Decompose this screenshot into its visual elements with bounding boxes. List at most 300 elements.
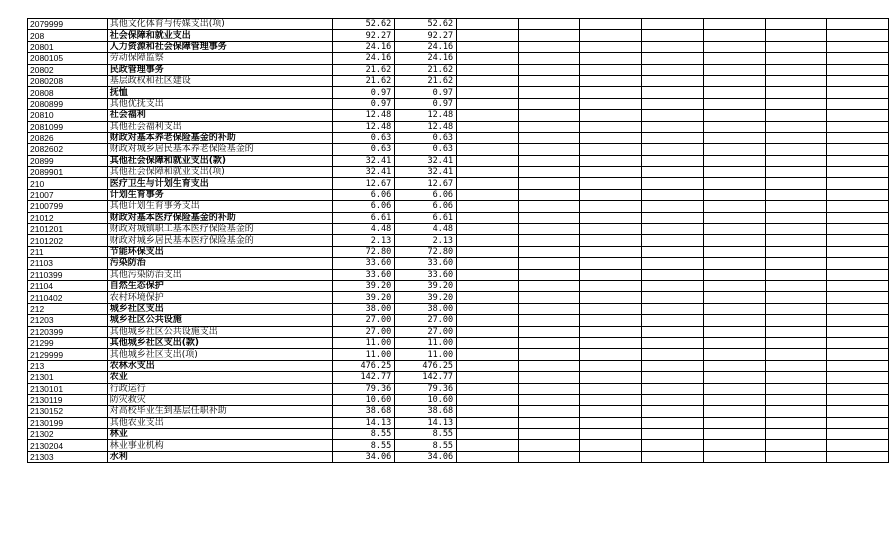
code-cell[interactable]: 2082602 [28,144,108,155]
empty-cell[interactable] [765,417,827,428]
empty-cell[interactable] [827,417,889,428]
empty-cell[interactable] [703,246,765,257]
name-cell[interactable]: 医疗卫生与计划生育支出 [107,178,333,189]
empty-cell[interactable] [518,155,580,166]
amount-total-cell[interactable]: 24.16 [395,53,457,64]
empty-cell[interactable] [580,189,642,200]
name-cell[interactable]: 农村环境保护 [107,292,333,303]
empty-cell[interactable] [703,110,765,121]
code-cell[interactable]: 20899 [28,155,108,166]
empty-cell[interactable] [642,406,704,417]
empty-cell[interactable] [518,337,580,348]
amount-total-cell[interactable]: 34.06 [395,451,457,462]
amount-cell[interactable]: 8.55 [333,440,395,451]
empty-cell[interactable] [457,349,519,360]
empty-cell[interactable] [703,189,765,200]
empty-cell[interactable] [580,349,642,360]
amount-cell[interactable]: 0.97 [333,87,395,98]
empty-cell[interactable] [580,224,642,235]
amount-total-cell[interactable]: 33.60 [395,269,457,280]
amount-total-cell[interactable]: 12.48 [395,121,457,132]
empty-cell[interactable] [457,303,519,314]
empty-cell[interactable] [580,87,642,98]
amount-cell[interactable]: 2.13 [333,235,395,246]
amount-cell[interactable]: 39.20 [333,280,395,291]
empty-cell[interactable] [457,189,519,200]
amount-total-cell[interactable]: 33.60 [395,258,457,269]
name-cell[interactable]: 污染防治 [107,258,333,269]
empty-cell[interactable] [827,372,889,383]
amount-cell[interactable]: 92.27 [333,30,395,41]
amount-total-cell[interactable]: 21.62 [395,64,457,75]
empty-cell[interactable] [703,132,765,143]
code-cell[interactable]: 211 [28,246,108,257]
empty-cell[interactable] [827,406,889,417]
code-cell[interactable]: 21301 [28,372,108,383]
empty-cell[interactable] [457,258,519,269]
amount-cell[interactable]: 27.00 [333,326,395,337]
empty-cell[interactable] [827,98,889,109]
empty-cell[interactable] [518,451,580,462]
empty-cell[interactable] [827,121,889,132]
empty-cell[interactable] [457,224,519,235]
empty-cell[interactable] [642,326,704,337]
empty-cell[interactable] [580,451,642,462]
empty-cell[interactable] [642,64,704,75]
empty-cell[interactable] [580,235,642,246]
empty-cell[interactable] [518,406,580,417]
empty-cell[interactable] [457,394,519,405]
empty-cell[interactable] [765,315,827,326]
code-cell[interactable]: 21299 [28,337,108,348]
empty-cell[interactable] [765,235,827,246]
empty-cell[interactable] [703,167,765,178]
code-cell[interactable]: 21303 [28,451,108,462]
empty-cell[interactable] [457,201,519,212]
empty-cell[interactable] [765,326,827,337]
empty-cell[interactable] [457,212,519,223]
empty-cell[interactable] [827,144,889,155]
empty-cell[interactable] [518,178,580,189]
empty-cell[interactable] [703,280,765,291]
empty-cell[interactable] [703,269,765,280]
name-cell[interactable]: 其他社会保障和就业支出(款) [107,155,333,166]
empty-cell[interactable] [703,53,765,64]
empty-cell[interactable] [580,383,642,394]
empty-cell[interactable] [457,155,519,166]
empty-cell[interactable] [518,258,580,269]
code-cell[interactable]: 2101201 [28,224,108,235]
empty-cell[interactable] [765,429,827,440]
empty-cell[interactable] [580,201,642,212]
empty-cell[interactable] [580,394,642,405]
name-cell[interactable]: 其他城乡社区公共设施支出 [107,326,333,337]
code-cell[interactable]: 20802 [28,64,108,75]
amount-cell[interactable]: 79.36 [333,383,395,394]
empty-cell[interactable] [580,372,642,383]
empty-cell[interactable] [765,292,827,303]
amount-cell[interactable]: 33.60 [333,258,395,269]
empty-cell[interactable] [827,224,889,235]
empty-cell[interactable] [703,98,765,109]
code-cell[interactable]: 21103 [28,258,108,269]
amount-total-cell[interactable]: 12.48 [395,110,457,121]
empty-cell[interactable] [827,440,889,451]
amount-total-cell[interactable]: 0.63 [395,132,457,143]
empty-cell[interactable] [518,224,580,235]
empty-cell[interactable] [827,19,889,30]
empty-cell[interactable] [518,429,580,440]
empty-cell[interactable] [827,280,889,291]
amount-total-cell[interactable]: 0.97 [395,87,457,98]
empty-cell[interactable] [580,75,642,86]
empty-cell[interactable] [827,429,889,440]
empty-cell[interactable] [703,303,765,314]
empty-cell[interactable] [642,224,704,235]
empty-cell[interactable] [518,246,580,257]
empty-cell[interactable] [457,75,519,86]
empty-cell[interactable] [703,417,765,428]
empty-cell[interactable] [827,394,889,405]
empty-cell[interactable] [518,280,580,291]
empty-cell[interactable] [827,258,889,269]
empty-cell[interactable] [457,41,519,52]
name-cell[interactable]: 其他计划生育事务支出 [107,201,333,212]
code-cell[interactable]: 210 [28,178,108,189]
empty-cell[interactable] [827,383,889,394]
code-cell[interactable]: 208 [28,30,108,41]
empty-cell[interactable] [580,315,642,326]
empty-cell[interactable] [827,337,889,348]
empty-cell[interactable] [642,440,704,451]
code-cell[interactable]: 2081099 [28,121,108,132]
empty-cell[interactable] [765,41,827,52]
code-cell[interactable]: 2110399 [28,269,108,280]
empty-cell[interactable] [642,292,704,303]
empty-cell[interactable] [827,64,889,75]
empty-cell[interactable] [580,19,642,30]
empty-cell[interactable] [642,155,704,166]
amount-cell[interactable]: 24.16 [333,41,395,52]
empty-cell[interactable] [580,167,642,178]
amount-cell[interactable]: 27.00 [333,315,395,326]
code-cell[interactable]: 21007 [28,189,108,200]
name-cell[interactable]: 社会福利 [107,110,333,121]
empty-cell[interactable] [457,429,519,440]
code-cell[interactable]: 21104 [28,280,108,291]
code-cell[interactable]: 21302 [28,429,108,440]
amount-cell[interactable]: 142.77 [333,372,395,383]
empty-cell[interactable] [457,326,519,337]
empty-cell[interactable] [642,75,704,86]
name-cell[interactable]: 节能环保支出 [107,246,333,257]
empty-cell[interactable] [765,144,827,155]
empty-cell[interactable] [642,53,704,64]
name-cell[interactable]: 计划生育事务 [107,189,333,200]
name-cell[interactable]: 防灾救灾 [107,394,333,405]
amount-total-cell[interactable]: 0.63 [395,144,457,155]
amount-total-cell[interactable]: 27.00 [395,315,457,326]
name-cell[interactable]: 财政对基本医疗保险基金的补助 [107,212,333,223]
name-cell[interactable]: 其他农业支出 [107,417,333,428]
empty-cell[interactable] [457,292,519,303]
empty-cell[interactable] [703,64,765,75]
empty-cell[interactable] [518,167,580,178]
empty-cell[interactable] [765,246,827,257]
empty-cell[interactable] [703,212,765,223]
empty-cell[interactable] [642,201,704,212]
empty-cell[interactable] [642,121,704,132]
amount-total-cell[interactable]: 11.00 [395,337,457,348]
empty-cell[interactable] [642,337,704,348]
empty-cell[interactable] [827,87,889,98]
empty-cell[interactable] [642,87,704,98]
empty-cell[interactable] [518,201,580,212]
empty-cell[interactable] [703,315,765,326]
empty-cell[interactable] [457,98,519,109]
empty-cell[interactable] [580,440,642,451]
empty-cell[interactable] [765,110,827,121]
empty-cell[interactable] [580,417,642,428]
empty-cell[interactable] [580,121,642,132]
empty-cell[interactable] [703,19,765,30]
empty-cell[interactable] [703,383,765,394]
empty-cell[interactable] [518,303,580,314]
name-cell[interactable]: 其他城乡社区支出(项) [107,349,333,360]
empty-cell[interactable] [580,110,642,121]
empty-cell[interactable] [518,41,580,52]
amount-total-cell[interactable]: 8.55 [395,429,457,440]
empty-cell[interactable] [765,132,827,143]
amount-total-cell[interactable]: 8.55 [395,440,457,451]
code-cell[interactable]: 2110402 [28,292,108,303]
amount-total-cell[interactable]: 24.16 [395,41,457,52]
name-cell[interactable]: 城乡社区支出 [107,303,333,314]
code-cell[interactable]: 212 [28,303,108,314]
empty-cell[interactable] [580,292,642,303]
empty-cell[interactable] [518,235,580,246]
empty-cell[interactable] [827,53,889,64]
amount-cell[interactable]: 21.62 [333,64,395,75]
empty-cell[interactable] [518,440,580,451]
name-cell[interactable]: 其他污染防治支出 [107,269,333,280]
empty-cell[interactable] [703,360,765,371]
empty-cell[interactable] [580,178,642,189]
empty-cell[interactable] [827,235,889,246]
empty-cell[interactable] [642,41,704,52]
empty-cell[interactable] [765,383,827,394]
empty-cell[interactable] [518,75,580,86]
empty-cell[interactable] [827,201,889,212]
empty-cell[interactable] [703,451,765,462]
code-cell[interactable]: 2101202 [28,235,108,246]
empty-cell[interactable] [827,303,889,314]
empty-cell[interactable] [827,269,889,280]
amount-cell[interactable]: 4.48 [333,224,395,235]
amount-total-cell[interactable]: 32.41 [395,155,457,166]
empty-cell[interactable] [518,383,580,394]
empty-cell[interactable] [703,258,765,269]
empty-cell[interactable] [703,337,765,348]
name-cell[interactable]: 其他社会福利支出 [107,121,333,132]
empty-cell[interactable] [703,440,765,451]
empty-cell[interactable] [580,337,642,348]
empty-cell[interactable] [580,406,642,417]
empty-cell[interactable] [765,19,827,30]
amount-cell[interactable]: 32.41 [333,167,395,178]
amount-total-cell[interactable]: 38.68 [395,406,457,417]
empty-cell[interactable] [518,30,580,41]
empty-cell[interactable] [518,349,580,360]
empty-cell[interactable] [518,98,580,109]
empty-cell[interactable] [580,269,642,280]
amount-cell[interactable]: 38.00 [333,303,395,314]
empty-cell[interactable] [457,360,519,371]
empty-cell[interactable] [642,429,704,440]
amount-cell[interactable]: 39.20 [333,292,395,303]
empty-cell[interactable] [457,440,519,451]
amount-cell[interactable]: 12.67 [333,178,395,189]
code-cell[interactable]: 2089901 [28,167,108,178]
amount-cell[interactable]: 10.60 [333,394,395,405]
amount-total-cell[interactable]: 0.97 [395,98,457,109]
empty-cell[interactable] [642,451,704,462]
empty-cell[interactable] [827,212,889,223]
name-cell[interactable]: 其他城乡社区支出(款) [107,337,333,348]
empty-cell[interactable] [703,349,765,360]
empty-cell[interactable] [518,394,580,405]
empty-cell[interactable] [642,372,704,383]
empty-cell[interactable] [827,326,889,337]
empty-cell[interactable] [518,110,580,121]
empty-cell[interactable] [765,178,827,189]
empty-cell[interactable] [765,64,827,75]
empty-cell[interactable] [457,53,519,64]
empty-cell[interactable] [457,417,519,428]
empty-cell[interactable] [457,337,519,348]
name-cell[interactable]: 水利 [107,451,333,462]
code-cell[interactable]: 2130152 [28,406,108,417]
empty-cell[interactable] [703,224,765,235]
code-cell[interactable]: 2080208 [28,75,108,86]
empty-cell[interactable] [827,292,889,303]
amount-total-cell[interactable]: 10.60 [395,394,457,405]
empty-cell[interactable] [642,235,704,246]
code-cell[interactable]: 2130199 [28,417,108,428]
name-cell[interactable]: 财政对城镇职工基本医疗保险基金的 [107,224,333,235]
empty-cell[interactable] [518,417,580,428]
empty-cell[interactable] [580,98,642,109]
amount-cell[interactable]: 38.68 [333,406,395,417]
empty-cell[interactable] [518,212,580,223]
empty-cell[interactable] [642,167,704,178]
empty-cell[interactable] [703,201,765,212]
empty-cell[interactable] [642,189,704,200]
empty-cell[interactable] [580,132,642,143]
empty-cell[interactable] [518,189,580,200]
empty-cell[interactable] [642,417,704,428]
code-cell[interactable]: 21203 [28,315,108,326]
amount-cell[interactable]: 6.61 [333,212,395,223]
empty-cell[interactable] [518,64,580,75]
empty-cell[interactable] [518,269,580,280]
empty-cell[interactable] [827,132,889,143]
empty-cell[interactable] [703,235,765,246]
empty-cell[interactable] [827,246,889,257]
empty-cell[interactable] [703,372,765,383]
empty-cell[interactable] [580,280,642,291]
amount-total-cell[interactable]: 27.00 [395,326,457,337]
amount-total-cell[interactable]: 4.48 [395,224,457,235]
empty-cell[interactable] [642,246,704,257]
empty-cell[interactable] [518,315,580,326]
empty-cell[interactable] [642,269,704,280]
code-cell[interactable]: 2129999 [28,349,108,360]
amount-total-cell[interactable]: 38.00 [395,303,457,314]
empty-cell[interactable] [642,212,704,223]
name-cell[interactable]: 民政管理事务 [107,64,333,75]
empty-cell[interactable] [765,87,827,98]
code-cell[interactable]: 2080105 [28,53,108,64]
empty-cell[interactable] [642,144,704,155]
code-cell[interactable]: 2130204 [28,440,108,451]
empty-cell[interactable] [518,144,580,155]
amount-total-cell[interactable]: 32.41 [395,167,457,178]
empty-cell[interactable] [580,303,642,314]
empty-cell[interactable] [827,189,889,200]
empty-cell[interactable] [827,41,889,52]
empty-cell[interactable] [765,98,827,109]
empty-cell[interactable] [518,372,580,383]
empty-cell[interactable] [765,440,827,451]
amount-cell[interactable]: 0.63 [333,132,395,143]
empty-cell[interactable] [703,155,765,166]
amount-cell[interactable]: 0.63 [333,144,395,155]
empty-cell[interactable] [703,178,765,189]
empty-cell[interactable] [765,258,827,269]
empty-cell[interactable] [642,178,704,189]
empty-cell[interactable] [765,224,827,235]
empty-cell[interactable] [580,41,642,52]
amount-total-cell[interactable]: 6.06 [395,201,457,212]
empty-cell[interactable] [827,30,889,41]
empty-cell[interactable] [580,155,642,166]
name-cell[interactable]: 劳动保障监察 [107,53,333,64]
empty-cell[interactable] [765,30,827,41]
empty-cell[interactable] [703,41,765,52]
amount-cell[interactable]: 33.60 [333,269,395,280]
empty-cell[interactable] [580,30,642,41]
amount-total-cell[interactable]: 476.25 [395,360,457,371]
empty-cell[interactable] [642,394,704,405]
empty-cell[interactable] [765,201,827,212]
empty-cell[interactable] [457,19,519,30]
name-cell[interactable]: 城乡社区公共设施 [107,315,333,326]
name-cell[interactable]: 财政对基本养老保险基金的补助 [107,132,333,143]
empty-cell[interactable] [765,406,827,417]
amount-cell[interactable]: 11.00 [333,349,395,360]
empty-cell[interactable] [518,326,580,337]
empty-cell[interactable] [642,30,704,41]
empty-cell[interactable] [457,64,519,75]
empty-cell[interactable] [457,451,519,462]
empty-cell[interactable] [642,132,704,143]
name-cell[interactable]: 人力资源和社会保障管理事务 [107,41,333,52]
name-cell[interactable]: 林业事业机构 [107,440,333,451]
amount-cell[interactable]: 12.48 [333,121,395,132]
code-cell[interactable]: 2130101 [28,383,108,394]
empty-cell[interactable] [580,429,642,440]
